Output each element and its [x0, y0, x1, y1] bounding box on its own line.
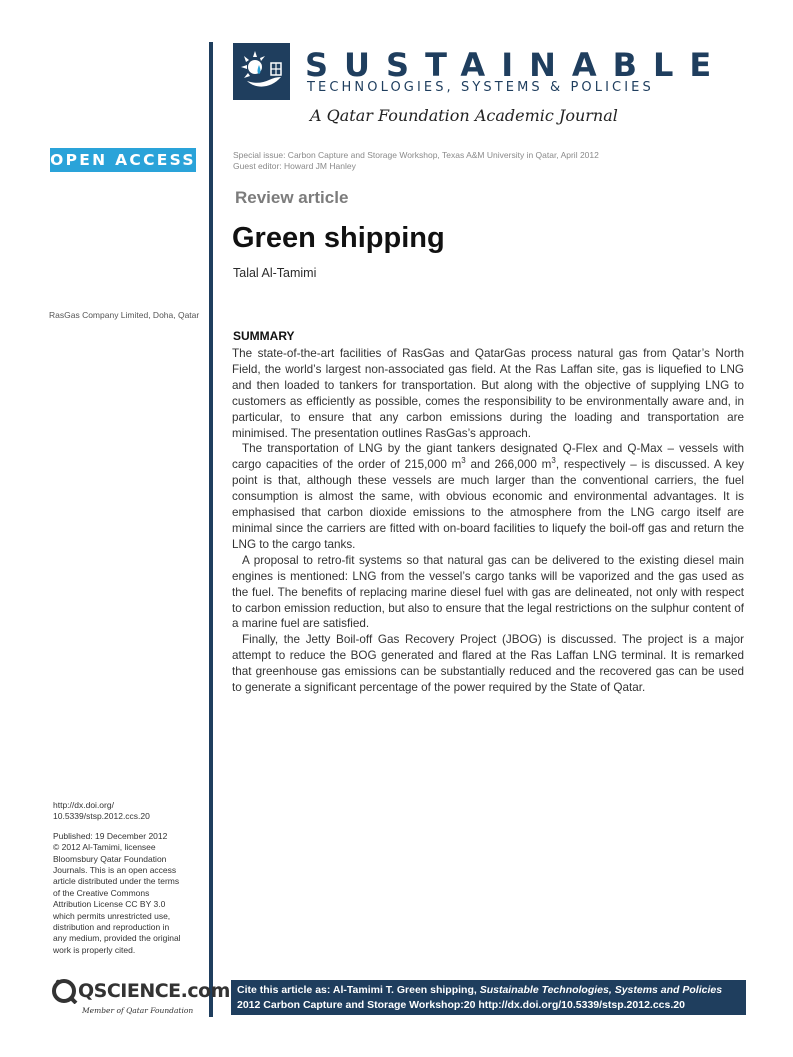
- article-type: Review article: [235, 188, 349, 207]
- summary-heading: SUMMARY: [233, 329, 295, 343]
- summary-body: [232, 346, 744, 696]
- citation-line-2: 2012 Carbon Capture and Storage Workshop:20 http://dx.doi.org/10.5339/stsp.2012.ccs.20: [237, 999, 685, 1011]
- publication-notes: [53, 800, 203, 956]
- journal-name: SUSTAINABLE: [305, 46, 728, 84]
- journal-subtitle: TECHNOLOGIES, SYSTEMS & POLICIES: [307, 80, 654, 95]
- guest-editor-line: Guest editor: Howard JM Hanley: [233, 161, 356, 171]
- doi-link[interactable]: http://dx.doi.org/: [53, 800, 114, 810]
- special-issue-info: [233, 150, 599, 172]
- left-vertical-rule: [209, 42, 213, 1017]
- license-line: Journals. This is an open access: [53, 865, 177, 876]
- citation-line-1: Cite this article as: Al-Tamimi T. Green shipping, Sustainable Technologies, Systems and Policies: [237, 984, 723, 996]
- license-line: Attribution License CC BY 3.0: [53, 899, 166, 910]
- summary-paragraph: The transportation of LNG by the giant tankers designated Q-Flex and Q-Max – vessels with cargo capacities of the order of 215,000 $m^3$ and 266,000 $m^3$, respectively – is discussed. A key point is that, although these vessels are much larger than the conventional carriers, the fuel consumption is almost the same, with obvious economic and environmental advantages. It is emphasised that carbon dioxide emissions to the atmosphere from the LNG cargo itself are minimal since the carriers are fitted with on-board facilities to liquefy the boil-off gas and return the LNG to the cargo tanks.: [232, 442, 744, 551]
- summary-paragraph: The state-of-the-art facilities of RasGas and QatarGas process natural gas from Qatar’s North Field, the world’s largest non-associated gas field. At the Ras Laffan site, gas is liquefied to LNG and then loaded to tankers for transportation. But along with the objective of supplying LNG to customers as efficiently as possible, comes the responsibility to be environmentally aware and, in particular, to ensure that any carbon emissions during the loading and transportation are minimised. The presentation outlines RasGas’s approach.: [232, 347, 744, 440]
- license-line: any medium, provided the original: [53, 933, 181, 944]
- license-line: Published: 19 December 2012: [53, 830, 168, 841]
- license-line: © 2012 Al-Tamimi, licensee: [53, 842, 156, 853]
- license-line: of the Creative Commons: [53, 887, 150, 898]
- license-line: which permits unrestricted use,: [53, 910, 171, 921]
- license-line: work is properly cited.: [53, 944, 136, 955]
- citation-box: [231, 980, 746, 1015]
- journal-logo: [233, 43, 290, 100]
- license-line: article distributed under the terms: [53, 876, 180, 887]
- journal-tagline: A Qatar Foundation Academic Journal: [310, 106, 618, 125]
- open-access-badge: OPEN ACCESS: [50, 148, 196, 172]
- article-author: Talal Al-Tamimi: [233, 266, 317, 280]
- qscience-logo-text: QSCIENCE.com: [78, 980, 230, 1002]
- author-affiliation: RasGas Company Limited, Doha, Qatar: [49, 310, 200, 320]
- article-title: Green shipping: [232, 222, 445, 254]
- doi-link-cont[interactable]: 10.5339/stsp.2012.ccs.20: [53, 811, 150, 822]
- summary-paragraph: Finally, the Jetty Boil-off Gas Recovery Project (JBOG) is discussed. The project is a major attempt to reduce the BOG generated and flared at the Ras Laffan LNG terminal. It is remarked that greenhouse gas emissions can be substantially reduced and the recovered gas can be used to generate a significant percentage of the power required by the State of Qatar.: [232, 633, 744, 695]
- qscience-member-note: Member of Qatar Foundation: [82, 1006, 194, 1015]
- journal-logo-icon: [233, 43, 290, 100]
- license-line: Bloomsbury Qatar Foundation: [53, 853, 167, 864]
- license-line: distribution and reproduction in: [53, 922, 170, 933]
- special-issue-line: Special issue: Carbon Capture and Storage Workshop, Texas A&M University in Qatar, April 2012: [233, 150, 599, 160]
- summary-paragraph: A proposal to retro-fit systems so that natural gas can be delivered to the existing diesel main engines is mentioned: LNG from the vessel’s cargo tanks will be vaporized and the gas used as the fuel. The benefits of replacing marine diesel fuel with gas are delineated, not only with respect to carbon emission reduction, but also to ensure that the legal restrictions on the sulphur content of a marine fuel are satisfied.: [232, 553, 744, 631]
